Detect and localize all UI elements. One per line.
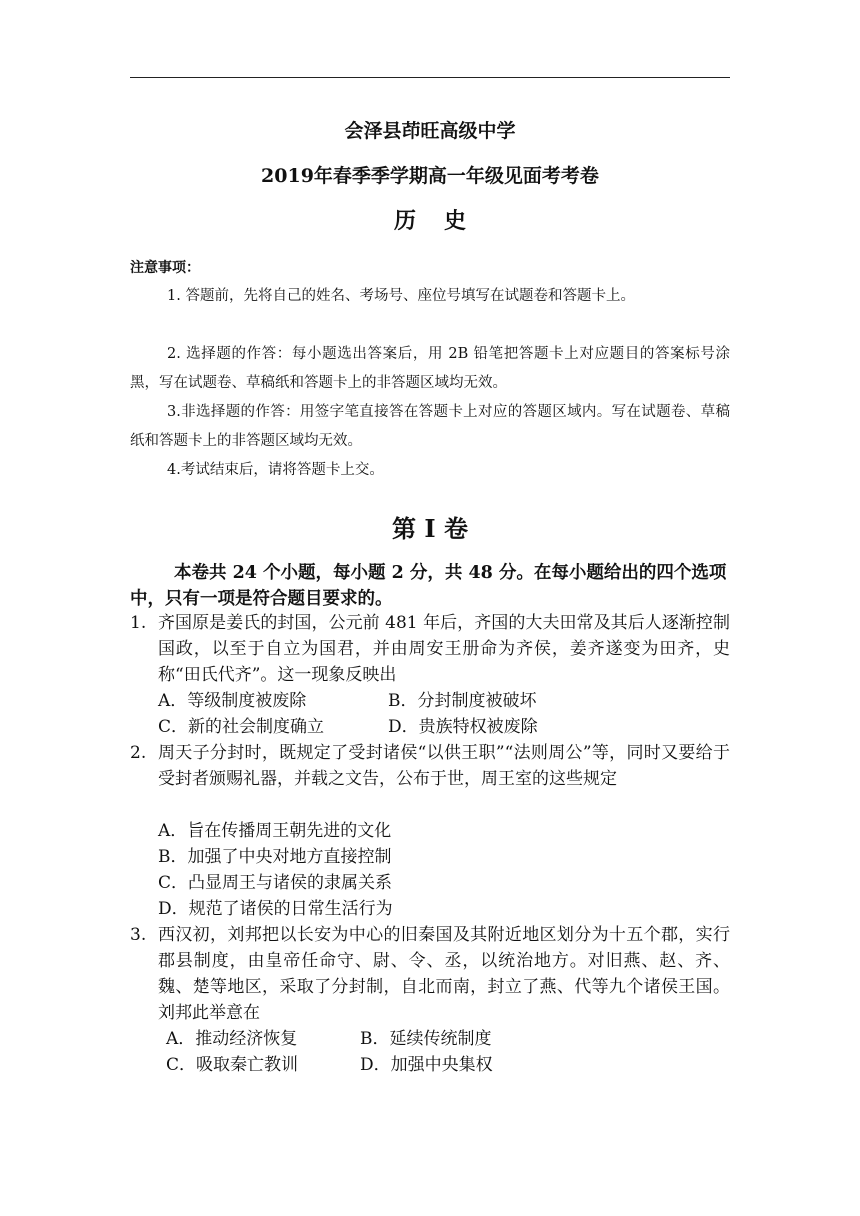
option-a[interactable]: A．等级制度被废除 xyxy=(158,691,307,711)
section-description: 本卷共 24 个小题，每小题 2 分，共 48 分。在每小题给出的四个选项中，只有一项是符合题目要求的。 xyxy=(130,563,727,609)
question-number: 3. xyxy=(130,925,147,945)
header-rule xyxy=(130,77,730,78)
option-b[interactable]: B．延续传统制度 xyxy=(360,1029,492,1049)
option-d[interactable]: D．贵族特权被废除 xyxy=(388,717,538,737)
option-c[interactable]: C．吸取秦亡教训 xyxy=(166,1055,299,1075)
question-stem: 西汉初，刘邦把以长安为中心的旧秦国及其附近地区划分为十五个郡，实行郡县制度，由皇帝任命守、尉、令、丞，以统治地方。对旧燕、赵、齐、魏、楚等地区，采取了分封制，自北而南，封立了燕、代等九个诸侯王国。刘邦此举意在 xyxy=(158,925,730,1023)
question-number: 2. xyxy=(130,743,147,763)
notice-item: 1. 答题前，先将自己的姓名、考场号、座位号填写在试题卷和答题卡上。 xyxy=(167,288,635,304)
question-stem: 周天子分封时，既规定了受封诸侯“以供王职”“法则周公”等，同时又要给于受封者颁赐礼器，并载之文告，公布于世，周王室的这些规定 xyxy=(158,743,730,789)
option-b[interactable]: B．加强了中央对地方直接控制 xyxy=(158,847,392,867)
exam-title: 2019年春季季学期高一年级见面考考卷 xyxy=(261,165,599,187)
option-a[interactable]: A．推动经济恢复 xyxy=(166,1029,298,1049)
option-d[interactable]: D．规范了诸侯的日常生活行为 xyxy=(158,899,393,919)
notice-heading: 注意事项： xyxy=(130,260,200,276)
question-3 xyxy=(130,922,730,1026)
option-d[interactable]: D．加强中央集权 xyxy=(360,1055,493,1075)
notice-item: 4.考试结束后，请将答题卡上交。 xyxy=(167,462,384,478)
question-number: 1. xyxy=(130,613,147,633)
section-title: 第 I 卷 xyxy=(392,514,468,543)
school-title: 会泽县茚旺高级中学 xyxy=(344,120,516,142)
option-c[interactable]: C．凸显周王与诸侯的隶属关系 xyxy=(158,873,393,893)
option-a[interactable]: A．旨在传播周王朝先进的文化 xyxy=(158,821,392,841)
option-b[interactable]: B．分封制度被破坏 xyxy=(388,691,537,711)
question-1 xyxy=(130,610,730,688)
question-stem: 齐国原是姜氏的封国，公元前 481 年后，齐国的大夫田常及其后人逐渐控制国政，以至于自立为国君，并由周安王册命为齐侯，姜齐遂变为田齐，史称“田氏代齐”。这一现象反映出 xyxy=(158,613,730,685)
subject-title: 历史 xyxy=(393,208,494,234)
option-c[interactable]: C．新的社会制度确立 xyxy=(158,717,325,737)
notice-item: 2. 选择题的作答：每小题选出答案后，用 2B 铅笔把答题卡上对应题目的答案标号涂黑，写在试题卷、草稿纸和答题卡上的非答题区域均无效。 xyxy=(130,346,730,391)
notice-item: 3.非选择题的作答：用签字笔直接答在答题卡上对应的答题区域内。写在试题卷、草稿纸和答题卡上的非答题区域均无效。 xyxy=(130,404,730,449)
question-2 xyxy=(130,740,730,792)
